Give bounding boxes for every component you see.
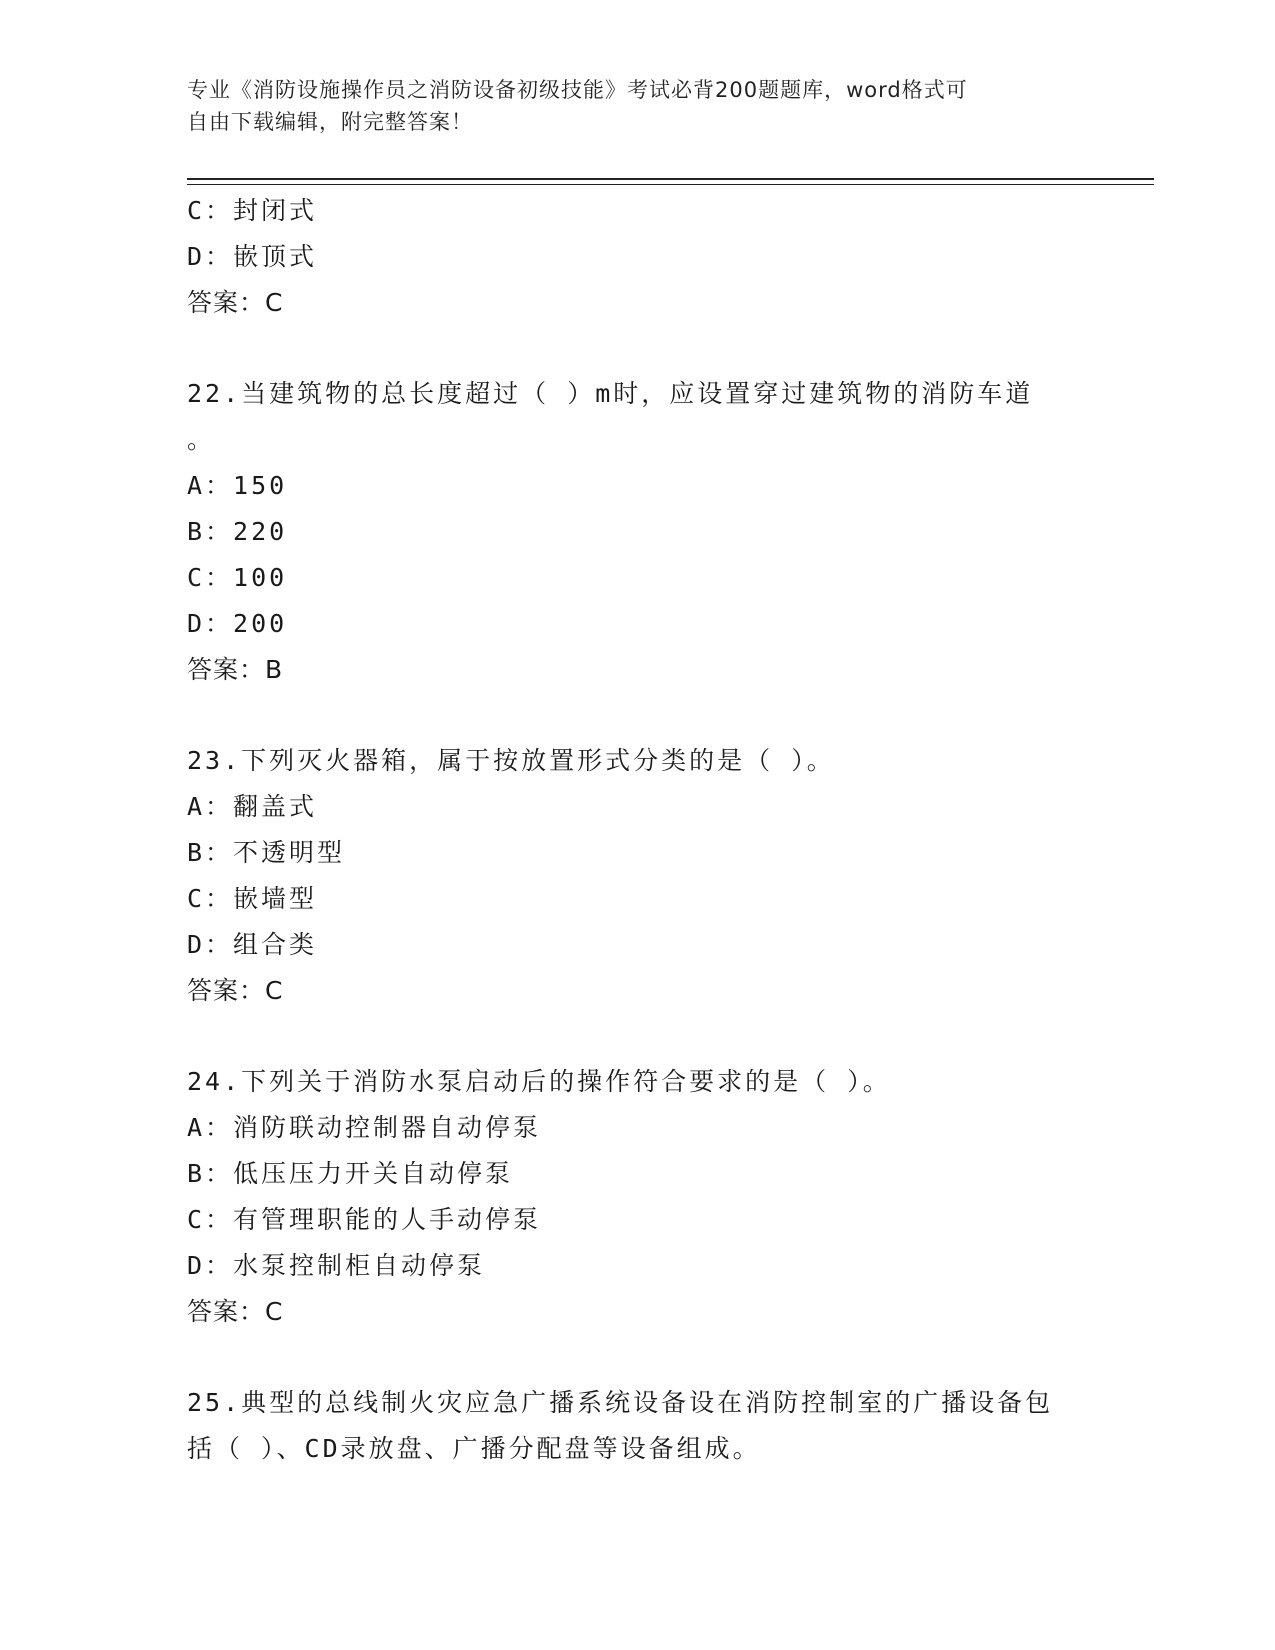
question-stem: 23.下列灭火器箱，属于按放置形式分类的是（ ）。: [187, 746, 835, 775]
option-a: A：150: [187, 471, 288, 500]
spacer: [187, 1014, 1087, 1059]
question-23: [187, 738, 1087, 1014]
answer-line: 答案：C: [187, 288, 284, 317]
question-stem-continuation: 。: [187, 425, 216, 454]
document-header: [187, 74, 1067, 138]
option-c: C：嵌墙型: [187, 884, 318, 913]
answer-line: 答案：B: [187, 655, 284, 684]
question-21-tail: [187, 188, 1087, 326]
header-title-line-2: 自由下载编辑，附完整答案！: [187, 110, 473, 134]
option-d: D：组合类: [187, 930, 318, 959]
option-c: C：封闭式: [187, 196, 318, 225]
option-d: D：嵌顶式: [187, 242, 318, 271]
answer-line: 答案：C: [187, 1297, 284, 1326]
header-title-line-1: 专业《消防设施操作员之消防设备初级技能》考试必背200题题库，word格式可: [187, 78, 968, 102]
question-stem: 24.下列关于消防水泵启动后的操作符合要求的是（ ）。: [187, 1067, 891, 1096]
header-divider: [187, 178, 1154, 185]
option-d: D：水泵控制柜自动停泵: [187, 1251, 486, 1280]
spacer: [187, 693, 1087, 738]
question-24: [187, 1059, 1087, 1335]
option-c: C：100: [187, 563, 288, 592]
question-22: [187, 371, 1087, 693]
spacer: [187, 1335, 1087, 1380]
spacer: [187, 326, 1087, 371]
option-d: D：200: [187, 609, 288, 638]
option-b: B：不透明型: [187, 838, 346, 867]
option-b: B：220: [187, 517, 288, 546]
option-a: A：消防联动控制器自动停泵: [187, 1113, 542, 1142]
question-content: [187, 188, 1087, 1472]
question-stem: 25.典型的总线制火灾应急广播系统设备设在消防控制室的广播设备包: [187, 1388, 1054, 1417]
option-c: C：有管理职能的人手动停泵: [187, 1205, 542, 1234]
question-25: [187, 1380, 1087, 1472]
option-a: A：翻盖式: [187, 792, 318, 821]
answer-line: 答案：C: [187, 976, 284, 1005]
question-stem-continuation: 括（ ）、CD录放盘、广播分配盘等设备组成。: [187, 1434, 761, 1463]
question-stem: 22.当建筑物的总长度超过（ ）m时，应设置穿过建筑物的消防车道: [187, 379, 1034, 408]
option-b: B：低压压力开关自动停泵: [187, 1159, 514, 1188]
